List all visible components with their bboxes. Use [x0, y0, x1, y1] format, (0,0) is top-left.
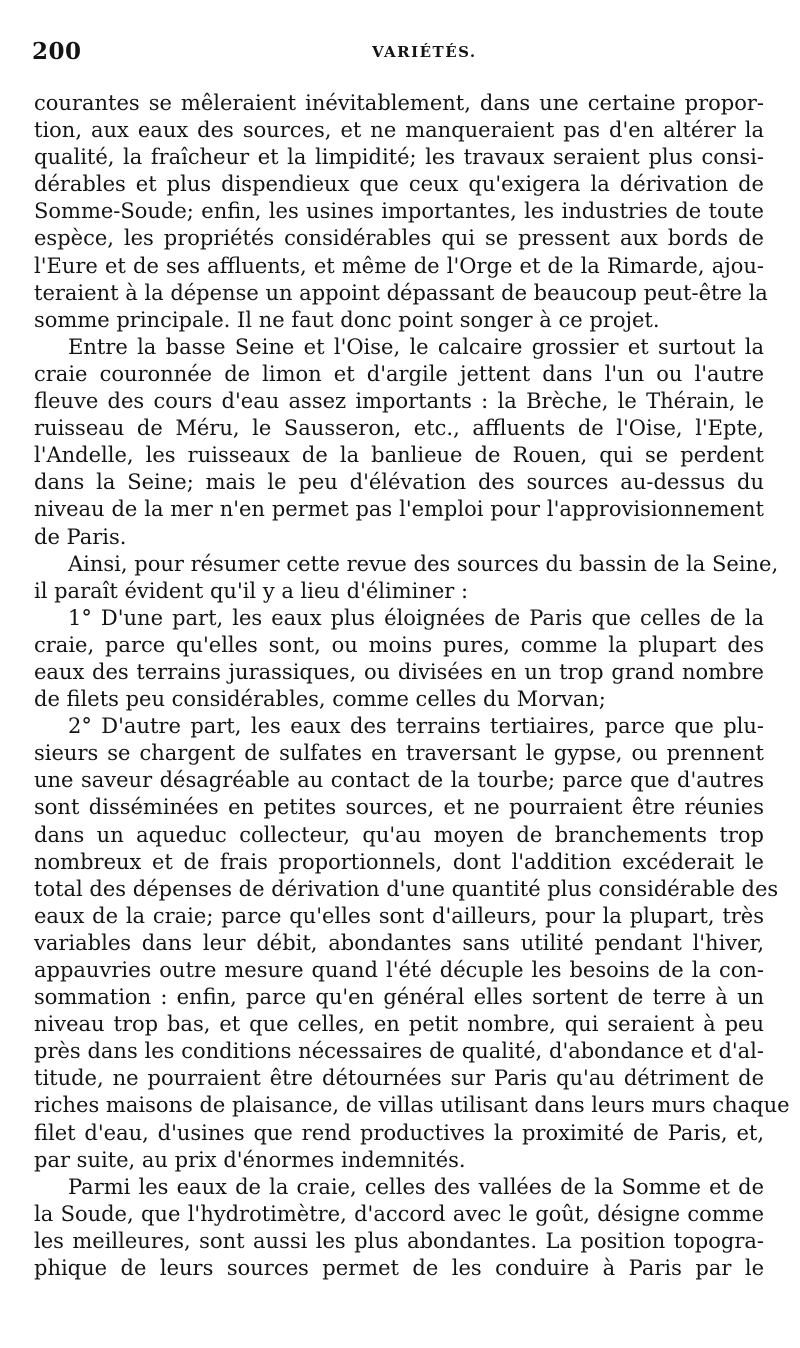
text-line: 2° D'autre part, les eaux des terrains tertiaires, parce que plu- [68, 714, 764, 739]
text-line: somme principale. Il ne faut donc point songer à ce projet. [34, 307, 660, 332]
text-line: les meilleures, sont aussi les plus abondantes. La position topogra- [34, 1228, 764, 1253]
text-line: Ainsi, pour résumer cette revue des sources du bassin de la Seine, [68, 551, 779, 576]
text-line: riches maisons de plaisance, de villas utilisant dans leurs murs chaque [34, 1093, 790, 1118]
text-line: filet d'eau, d'usines que rend productives la proximité de Paris, et, [34, 1120, 764, 1145]
text-line: niveau de la mer n'en permet pas l'emploi pour l'approvisionnement [34, 497, 764, 522]
text-line: de Paris. [34, 524, 127, 549]
text-line: l'Eure et de ses affluents, et même de l'Orge et de la Rimarde, ajou- [34, 253, 764, 278]
text-line: une saveur désagréable au contact de la tourbe; parce que d'autres [34, 768, 764, 793]
text-line: de filets peu considérables, comme celles du Morvan; [34, 687, 606, 712]
text-line: 1° D'une part, les eaux plus éloignées de Paris que celles de la [68, 605, 764, 630]
text-line: variables dans leur débit, abondantes sans utilité pendant l'hiver, [34, 930, 764, 955]
text-line: près dans les conditions nécessaires de qualité, d'abondance et d'al- [34, 1039, 764, 1064]
text-line: niveau trop bas, et que celles, en petit nombre, qui seraient à peu [34, 1012, 764, 1037]
text-line: tion, aux eaux des sources, et ne manqueraient pas d'en altérer la [34, 118, 764, 143]
text-line: fleuve des cours d'eau assez importants : la Brèche, le Thérain, le [34, 389, 764, 414]
text-line: l'Andelle, les ruisseaux de la banlieue de Rouen, qui se perdent [34, 443, 764, 468]
text-line: sieurs se chargent de sulfates en traversant le gypse, ou prennent [34, 741, 764, 766]
text-line: dans un aqueduc collecteur, qu'au moyen de branchements trop [34, 822, 764, 847]
text-line: eaux de la craie; parce qu'elles sont d'ailleurs, pour la plupart, très [34, 903, 764, 928]
page-header [32, 38, 762, 68]
text-line: courantes se mêleraient inévitablement, dans une certaine propor- [34, 91, 764, 115]
text-line: Parmi les eaux de la craie, celles des vallées de la Somme et de [68, 1174, 764, 1199]
text-line: il paraît évident qu'il y a lieu d'éliminer : [34, 578, 469, 603]
text-line: teraient à la dépense un appoint dépassant de beaucoup peut-être la [34, 280, 768, 305]
text-line: Entre la basse Seine et l'Oise, le calcaire grossier et surtout la [68, 334, 764, 359]
text-line: craie couronnée de limon et d'argile jettent dans l'un ou l'autre [34, 361, 764, 386]
text-line: phique de leurs sources permet de les conduire à Paris par le [34, 1256, 764, 1281]
text-line: craie, parce qu'elles sont, ou moins pures, comme la plupart des [34, 632, 764, 657]
text-line: sont disséminées en petites sources, et ne pourraient être réunies [34, 795, 764, 820]
text-line: eaux des terrains jurassiques, ou divisées en un trop grand nombre [34, 659, 764, 684]
body-text [34, 90, 790, 1282]
text-line: sommation : enfin, parce qu'en général elles sortent de terre à un [34, 985, 764, 1010]
text-line: dans la Seine; mais le peu d'élévation des sources au-dessus du [34, 470, 764, 495]
text-line: nombreux et de frais proportionnels, dont l'addition excéderait le [34, 849, 764, 874]
text-line: dérables et plus dispendieux que ceux qu'exigera la dérivation de [34, 172, 764, 197]
text-line: espèce, les propriétés considérables qui se pressent aux bords de [34, 226, 764, 251]
text-line: la Soude, que l'hydrotimètre, d'accord avec le goût, désigne comme [34, 1201, 764, 1226]
text-line: qualité, la fraîcheur et la limpidité; les travaux seraient plus consi- [34, 145, 764, 170]
text-line: titude, ne pourraient être détournées sur Paris qu'au détriment de [34, 1066, 764, 1091]
text-line: par suite, au prix d'énormes indemnités. [34, 1147, 466, 1172]
text-line: total des dépenses de dérivation d'une quantité plus considérable des [34, 876, 779, 901]
running-title: VARIÉTÉS. [372, 43, 477, 61]
text-line: ruisseau de Méru, le Sausseron, etc., affluents de l'Oise, l'Epte, [34, 416, 764, 441]
text-line: appauvries outre mesure quand l'été décuple les besoins de la con- [34, 958, 764, 982]
page-number: 200 [32, 38, 82, 65]
text-line: Somme-Soude; enfin, les usines importantes, les industries de toute [34, 199, 764, 224]
